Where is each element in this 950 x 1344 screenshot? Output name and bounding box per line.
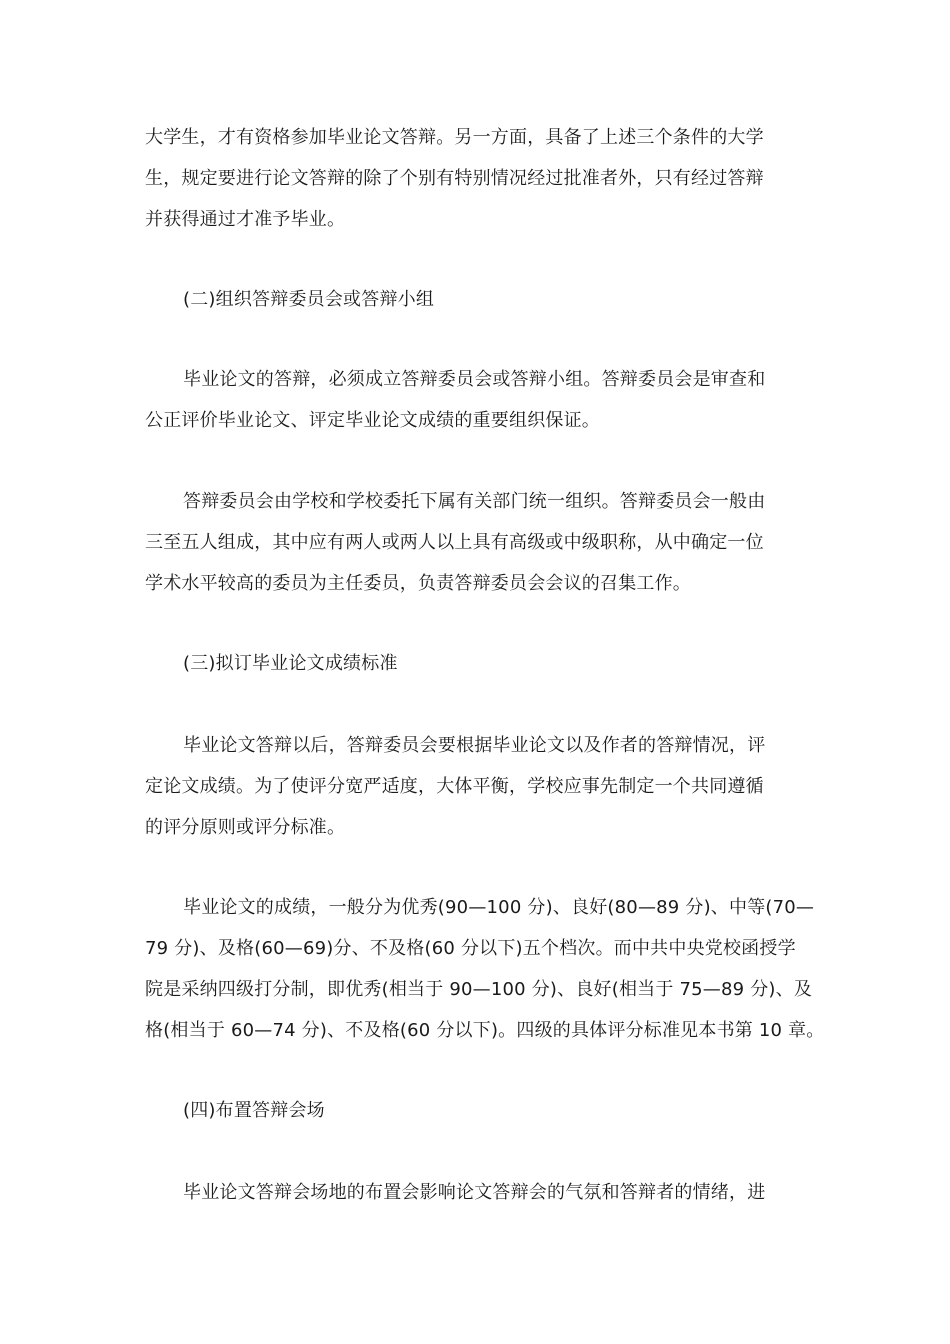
paragraph-line: 格(相当于 60—74 分)、不及格(60 分以下)。四级的具体评分标准见本书第 10 章。 xyxy=(145,1020,825,1041)
paragraph-line: 并获得通过才准予毕业。 xyxy=(145,209,346,230)
paragraph-line: 学术水平较高的委员为主任委员，负责答辩委员会会议的召集工作。 xyxy=(145,573,691,594)
paragraph-line: 毕业论文的成绩，一般分为优秀(90—100 分)、良好(80—89 分)、中等(70— xyxy=(183,897,815,918)
section-heading: (三)拟订毕业论文成绩标准 xyxy=(183,653,398,674)
paragraph-line: 79 分)、及格(60—69)分、不及格(60 分以下)五个档次。而中共中央党校函授学 xyxy=(145,938,796,959)
paragraph-line: 三至五人组成，其中应有两人或两人以上具有高级或中级职称，从中确定一位 xyxy=(145,532,764,553)
paragraph-line: 的评分原则或评分标准。 xyxy=(145,817,346,838)
paragraph-line: 定论文成绩。为了使评分宽严适度，大体平衡，学校应事先制定一个共同遵循 xyxy=(145,776,764,797)
paragraph-line: 生，规定要进行论文答辩的除了个别有特别情况经过批准者外，只有经过答辩 xyxy=(145,168,764,189)
paragraph-line: 毕业论文答辩会场地的布置会影响论文答辩会的气氛和答辩者的情绪，进 xyxy=(183,1182,766,1203)
paragraph-line: 毕业论文答辩以后，答辩委员会要根据毕业论文以及作者的答辩情况，评 xyxy=(183,735,766,756)
paragraph-line: 公正评价毕业论文、评定毕业论文成绩的重要组织保证。 xyxy=(145,410,600,431)
section-heading: (四)布置答辩会场 xyxy=(183,1100,325,1121)
paragraph-line: 答辩委员会由学校和学校委托下属有关部门统一组织。答辩委员会一般由 xyxy=(183,491,766,512)
paragraph-line: 毕业论文的答辩，必须成立答辩委员会或答辩小组。答辩委员会是审查和 xyxy=(183,369,766,390)
section-heading: (二)组织答辩委员会或答辩小组 xyxy=(183,289,435,310)
paragraph-line: 院是采纳四级打分制，即优秀(相当于 90—100 分)、良好(相当于 75—89 分)、及 xyxy=(145,979,813,1000)
paragraph-line: 大学生，才有资格参加毕业论文答辩。另一方面，具备了上述三个条件的大学 xyxy=(145,127,764,148)
